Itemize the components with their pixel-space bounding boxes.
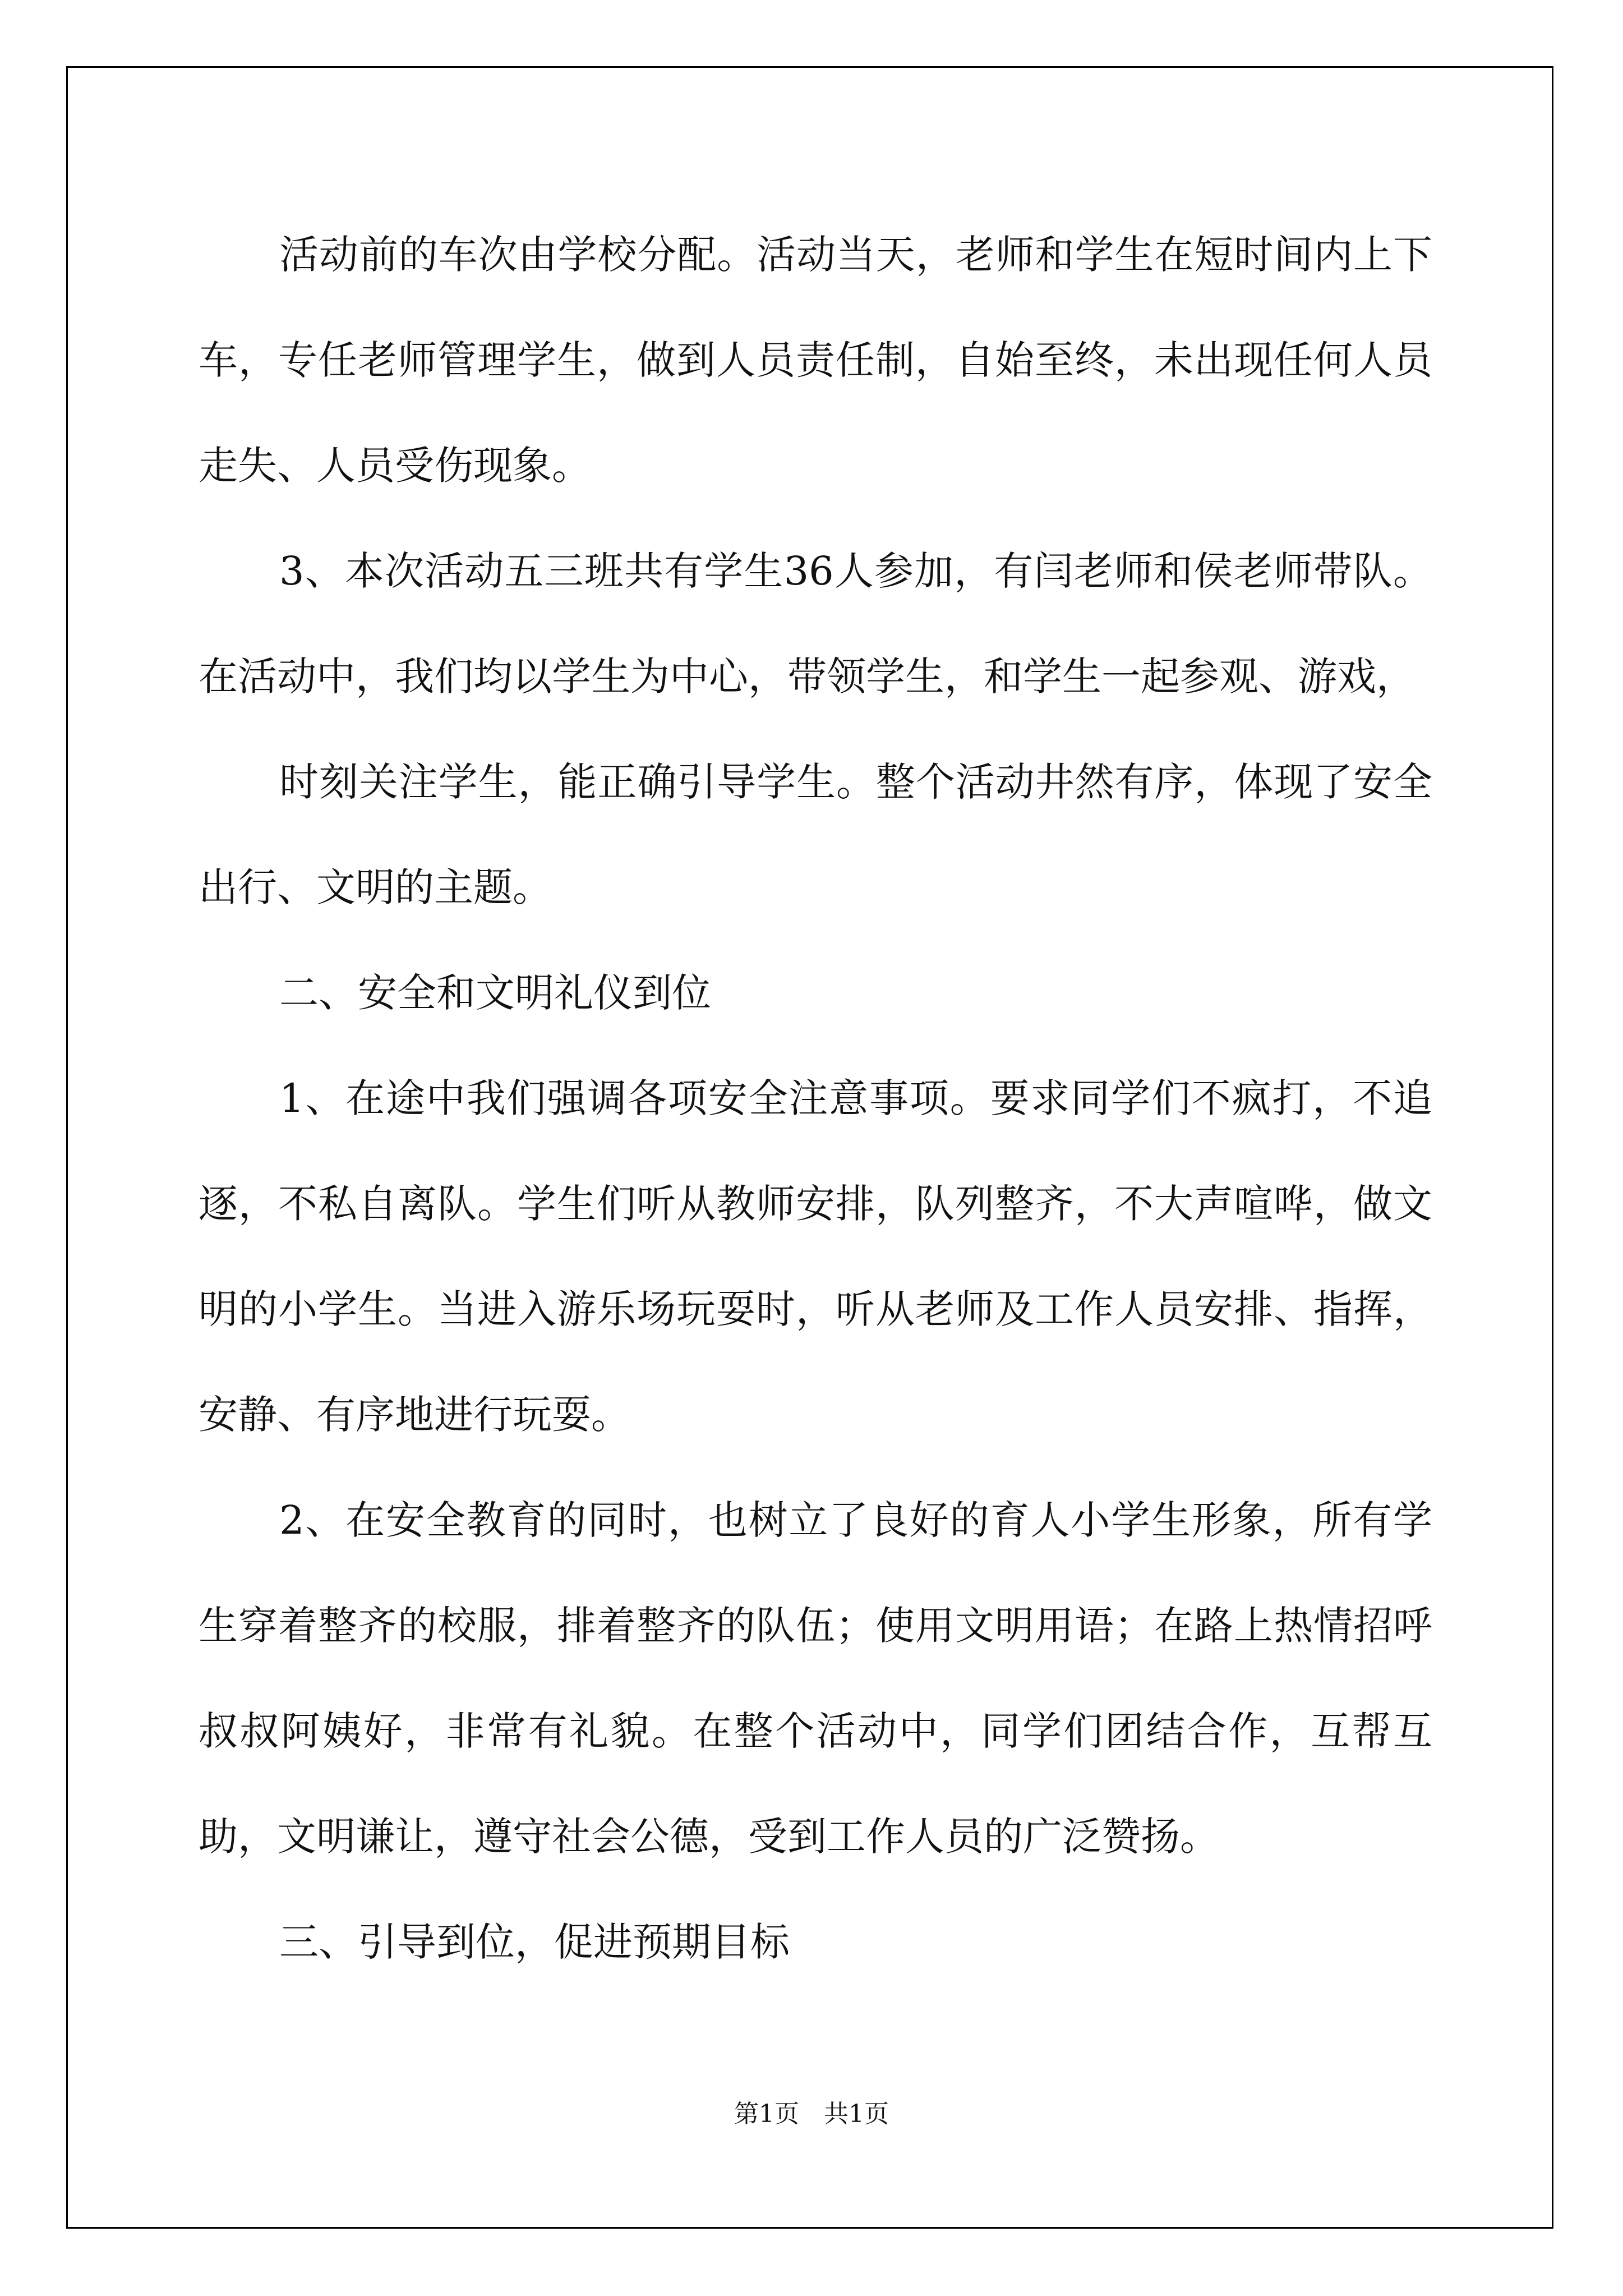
- paragraph: 3、本次活动五三班共有学生36人参加，有闫老师和侯老师带队。在活动中，我们均以学生为中心，带领学生，和学生一起参观、游戏，: [199, 548, 1432, 700]
- page-footer: 第1页 共1页: [734, 2100, 889, 2128]
- section-heading: 三、引导到位，促进预期目标: [279, 1919, 790, 1965]
- paragraph: 时刻关注学生，能正确引导学生。整个活动井然有序，体现了安全出行、文明的主题。: [199, 759, 1432, 910]
- document-body: [199, 202, 1432, 1995]
- paragraph: 2、在安全教育的同时，也树立了良好的育人小学生形象，所有学生穿着整齐的校服，排着整齐的队伍；使用文明用语；在路上热情招呼叔叔阿姨好，非常有礼貌。在整个活动中，同学们团结合作，互帮互助，文明谦让，遵守社会公德，受到工作人员的广泛赞扬。: [199, 1497, 1432, 1860]
- paragraph: 1、在途中我们强调各项安全注意事项。要求同学们不疯打，不追逐，不私自离队。学生们听从教师安排，队列整齐，不大声喧哗，做文明的小学生。当进入游乐场玩耍时，听从老师及工作人员安排、指挥，安静、有序地进行玩耍。: [199, 1075, 1432, 1438]
- paragraph: 活动前的车次由学校分配。活动当天，老师和学生在短时间内上下车，专任老师管理学生，做到人员责任制，自始至终，未出现任何人员走失、人员受伤现象。: [199, 232, 1432, 489]
- section-heading: 二、安全和文明礼仪到位: [279, 970, 711, 1016]
